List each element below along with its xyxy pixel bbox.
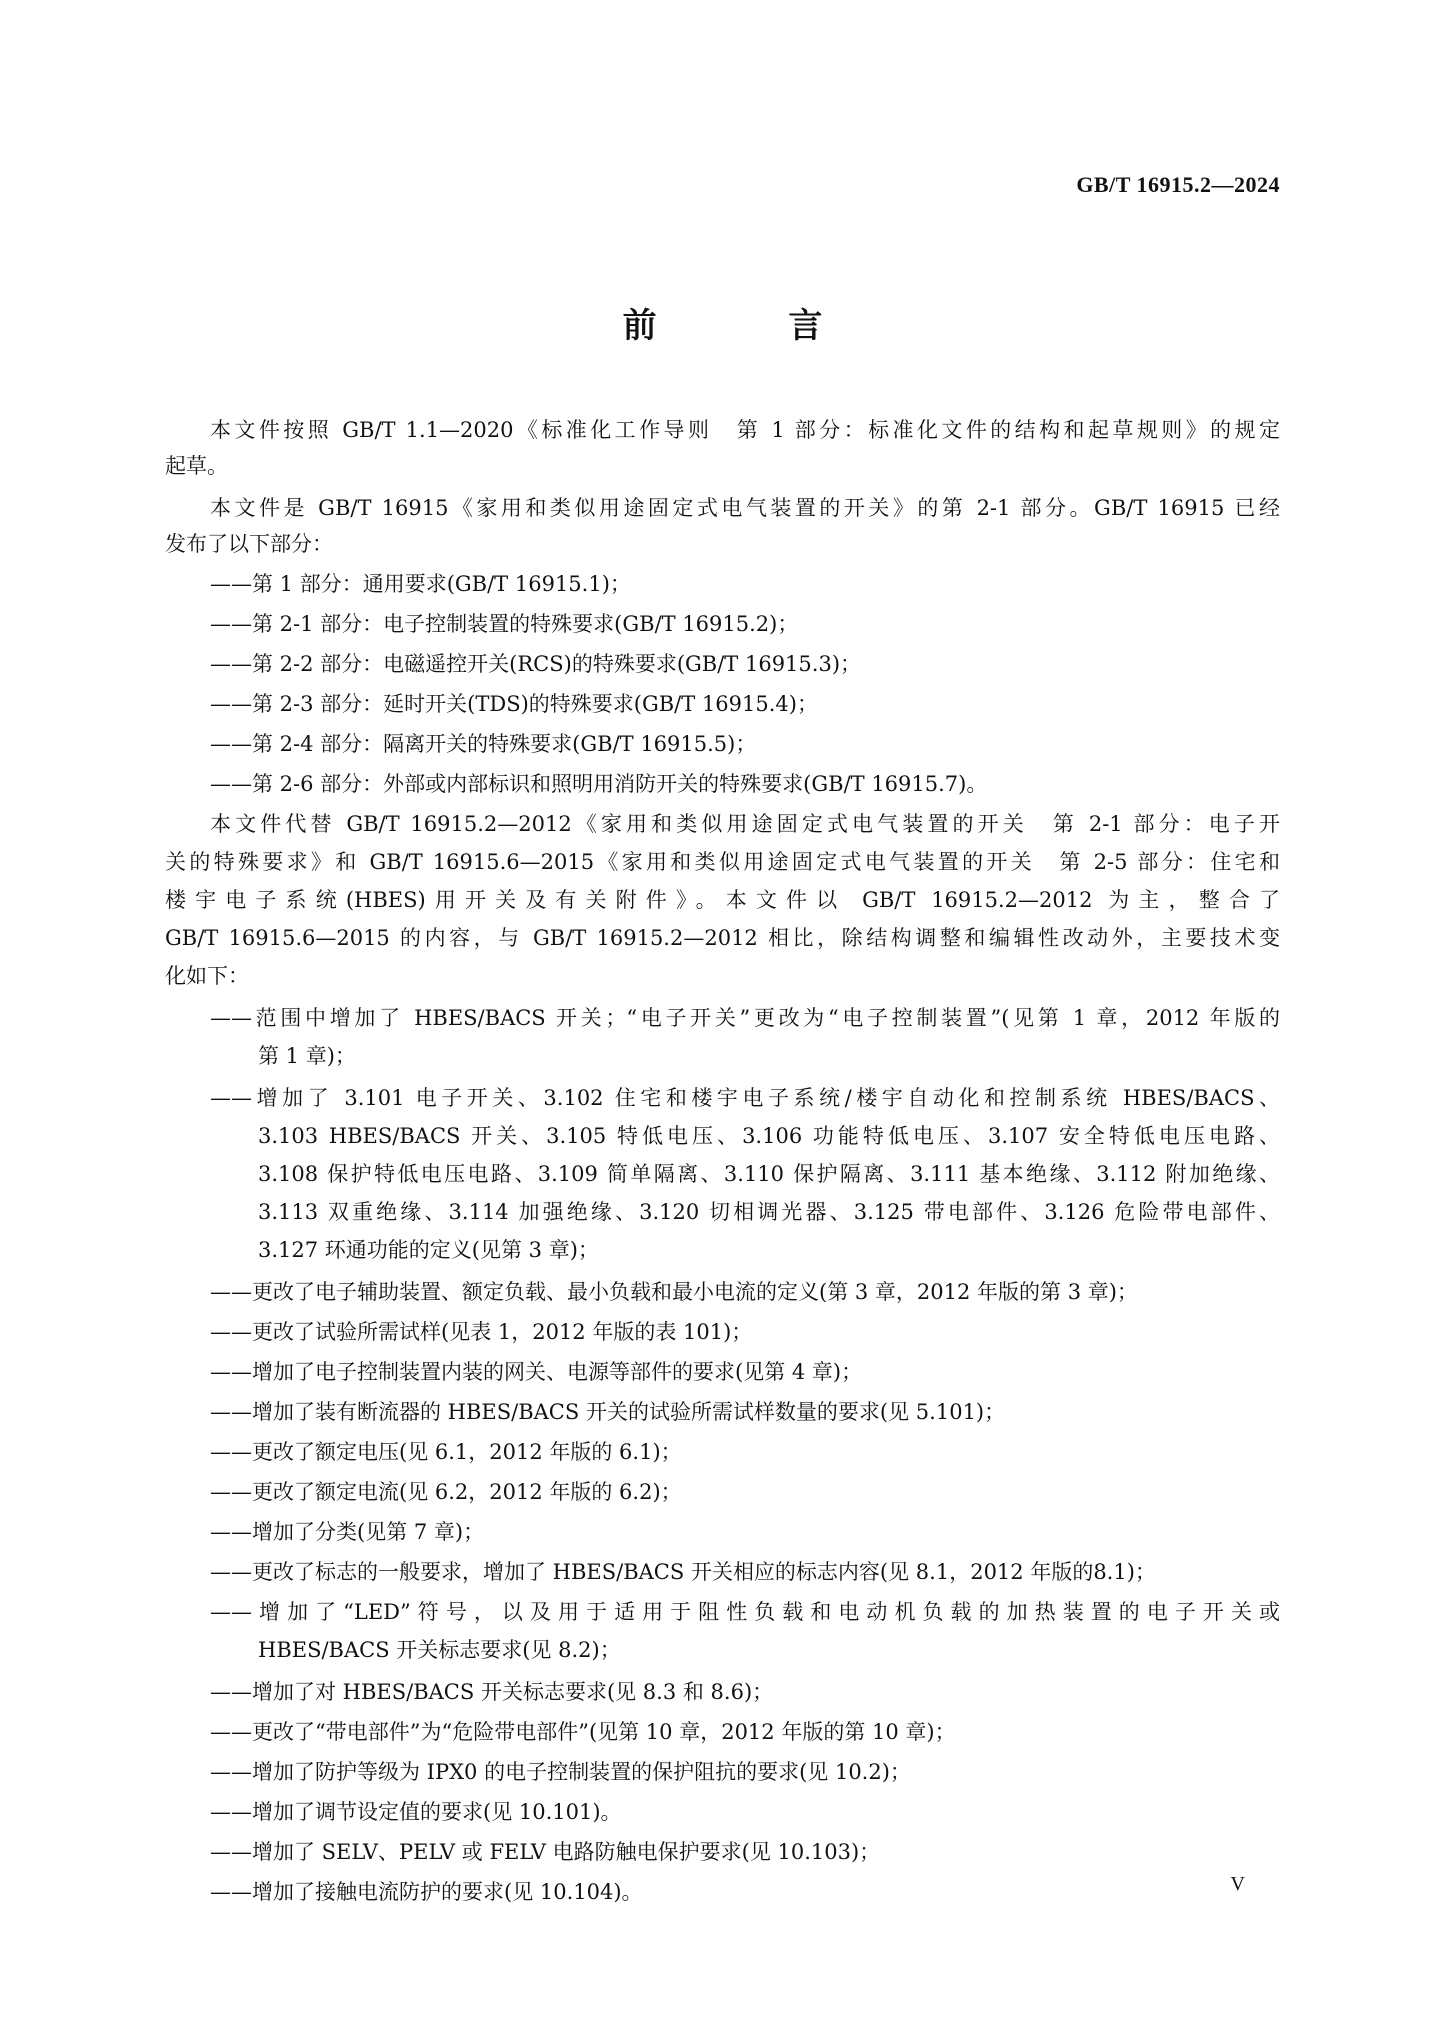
change-item-line: ——增加了接触电流防护的要求(见 10.104)。 xyxy=(210,1880,643,1904)
change-item-line: ——更改了电子辅助装置、额定负载、最小负载和最小电流的定义(第 3 章，2012 年版的第 3 章)； xyxy=(210,1280,1138,1304)
change-item-line: 3.103 HBES/BACS 开关、3.105 特低电压、3.106 功能特低电压、3.107 安全特低电压电路、 xyxy=(258,1124,1280,1148)
change-item-line: ——增加了调节设定值的要求(见 10.101)。 xyxy=(210,1800,622,1824)
change-item-line: ——增加了防护等级为 IPX0 的电子控制装置的保护阻抗的要求(见 10.2)； xyxy=(210,1760,911,1784)
change-item-line: ——更改了标志的一般要求，增加了 HBES/BACS 开关相应的标志内容(见 8.1，2012 年版的8.1)； xyxy=(210,1560,1156,1584)
paragraph-line: 本文件是 GB/T 16915《家用和类似用途固定式电气装置的开关》的第 2-1 部分。GB/T 16915 已经 xyxy=(210,496,1280,520)
change-item-line: ——增加了装有断流器的 HBES/BACS 开关的试验所需试样数量的要求(见 5.101)； xyxy=(210,1400,1006,1424)
change-item-line: ——更改了试验所需试样(见表 1，2012 年版的表 101)； xyxy=(210,1320,753,1344)
change-item-line: ——增加了电子控制装置内装的网关、电源等部件的要求(见第 4 章)； xyxy=(210,1360,863,1384)
change-item-line: HBES/BACS 开关标志要求(见 8.2)； xyxy=(258,1638,621,1662)
paragraph-line: GB/T 16915.6—2015 的内容，与 GB/T 16915.2—2012 相比，除结构调整和编辑性改动外，主要技术变 xyxy=(165,926,1280,950)
paragraph-line: 关的特殊要求》和 GB/T 16915.6—2015《家用和类似用途固定式电气装置的开关 第 2-5 部分：住宅和 xyxy=(165,850,1280,874)
page-title: 前 言 xyxy=(622,306,883,346)
paragraph-line: 楼宇电子系统(HBES)用开关及有关附件》。本文件以 GB/T 16915.2—2012 为主，整合了 xyxy=(165,888,1280,912)
parts-list-item: ——第 2-2 部分：电磁遥控开关(RCS)的特殊要求(GB/T 16915.3)； xyxy=(210,652,862,676)
paragraph-line: 发布了以下部分： xyxy=(165,532,333,556)
change-item-line: ——增加了 SELV、PELV 或 FELV 电路防触电保护要求(见 10.103)； xyxy=(210,1840,881,1864)
change-item-line: ——增加了“LED”符号，以及用于适用于阻性负载和电动机负载的加热装置的电子开关或 xyxy=(210,1600,1280,1624)
paragraph-line: 化如下： xyxy=(165,964,249,988)
paragraph-line: 起草。 xyxy=(165,454,228,478)
parts-list-item: ——第 1 部分：通用要求(GB/T 16915.1)； xyxy=(210,572,631,596)
change-item-line: ——更改了额定电压(见 6.1，2012 年版的 6.1)； xyxy=(210,1440,682,1464)
change-item-line: 第 1 章)； xyxy=(258,1044,356,1068)
parts-list-item: ——第 2-4 部分：隔离开关的特殊要求(GB/T 16915.5)； xyxy=(210,732,757,756)
page-number: V xyxy=(1230,1873,1245,1895)
standard-code: GB/T 16915.2—2024 xyxy=(1076,172,1280,197)
paragraph-line: 本文件按照 GB/T 1.1—2020《标准化工作导则 第 1 部分：标准化文件的结构和起草规则》的规定 xyxy=(210,418,1280,442)
change-item-line: 3.127 环通功能的定义(见第 3 章)； xyxy=(258,1238,599,1262)
change-item-line: ——增加了分类(见第 7 章)； xyxy=(210,1520,485,1544)
parts-list-item: ——第 2-1 部分：电子控制装置的特殊要求(GB/T 16915.2)； xyxy=(210,612,799,636)
change-item-line: ——更改了“带电部件”为“危险带电部件”(见第 10 章，2012 年版的第 10 章)； xyxy=(210,1720,956,1744)
change-item-line: 3.113 双重绝缘、3.114 加强绝缘、3.120 切相调光器、3.125 带电部件、3.126 危险带电部件、 xyxy=(258,1200,1280,1224)
change-item-line: ——范围中增加了 HBES/BACS 开关；“电子开关”更改为“电子控制装置”(见第 1 章，2012 年版的 xyxy=(210,1006,1280,1030)
change-item-line: ——增加了 3.101 电子开关、3.102 住宅和楼宇电子系统/楼宇自动化和控制系统 HBES/BACS、 xyxy=(210,1086,1280,1110)
change-item-line: ——更改了额定电流(见 6.2，2012 年版的 6.2)； xyxy=(210,1480,682,1504)
change-item-line: 3.108 保护特低电压电路、3.109 简单隔离、3.110 保护隔离、3.111 基本绝缘、3.112 附加绝缘、 xyxy=(258,1162,1280,1186)
change-item-line: ——增加了对 HBES/BACS 开关标志要求(见 8.3 和 8.6)； xyxy=(210,1680,774,1704)
parts-list-item: ——第 2-6 部分：外部或内部标识和照明用消防开关的特殊要求(GB/T 16915.7)。 xyxy=(210,772,988,796)
paragraph-line: 本文件代替 GB/T 16915.2—2012《家用和类似用途固定式电气装置的开关 第 2-1 部分：电子开 xyxy=(210,812,1280,836)
parts-list-item: ——第 2-3 部分：延时开关(TDS)的特殊要求(GB/T 16915.4)； xyxy=(210,692,818,716)
